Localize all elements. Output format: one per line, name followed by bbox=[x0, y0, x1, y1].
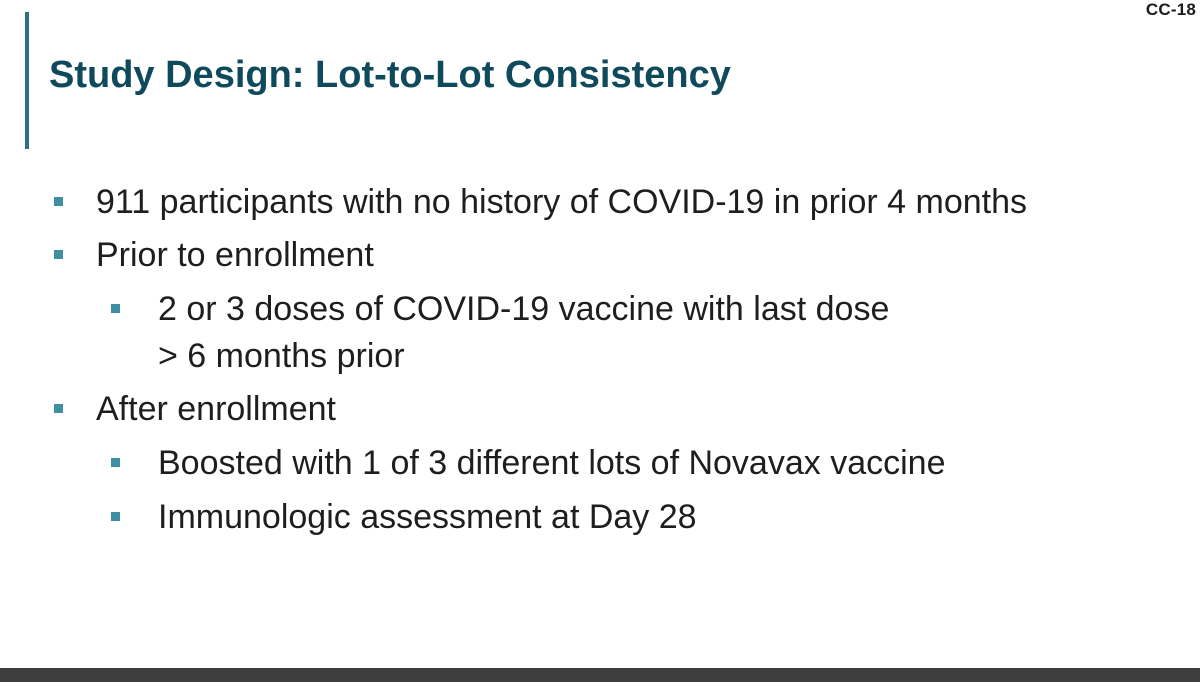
sub-bullet-doses-continuation: > 6 months prior bbox=[158, 337, 405, 375]
slide-title: Study Design: Lot-to-Lot Consistency bbox=[49, 54, 731, 96]
sub-bullet-marker-icon bbox=[111, 512, 120, 521]
bullet-after-enrollment: After enrollment bbox=[96, 390, 336, 428]
bullet-marker-icon bbox=[54, 197, 63, 206]
footer-bar bbox=[0, 668, 1200, 682]
sub-bullet-marker-icon bbox=[111, 304, 120, 313]
bullet-marker-icon bbox=[54, 250, 63, 259]
bullet-marker-icon bbox=[54, 404, 63, 413]
sub-bullet-doses: 2 or 3 doses of COVID-19 vaccine with last dose bbox=[158, 290, 890, 328]
slide-number: CC-18 bbox=[1145, 0, 1196, 19]
bullet-prior-enrollment: Prior to enrollment bbox=[96, 236, 374, 274]
sub-bullet-marker-icon bbox=[111, 458, 120, 467]
bullet-participants: 911 participants with no history of COVID-19 in prior 4 months bbox=[96, 183, 1028, 221]
sub-bullet-immunologic: Immunologic assessment at Day 28 bbox=[158, 498, 697, 536]
sub-bullet-boosted: Boosted with 1 of 3 different lots of Novavax vaccine bbox=[158, 444, 946, 482]
